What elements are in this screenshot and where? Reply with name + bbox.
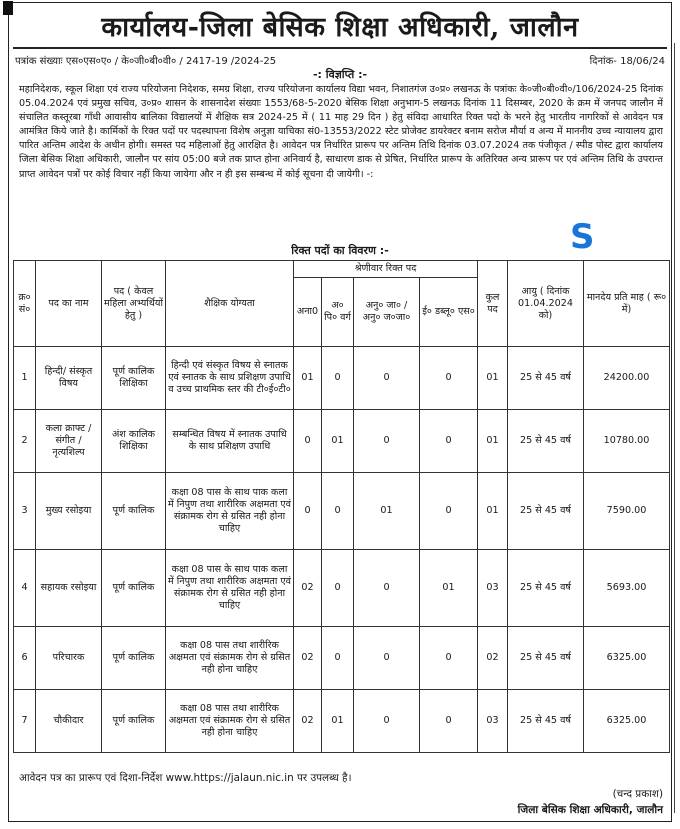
cell-cat-general: 02	[294, 690, 322, 753]
cell-qualification: कक्षा 08 पास के साथ पाक कला में निपुण तथा शारीरिक अक्षमता एवं संक्रामक रोग से ग्रसित नही होना चाहिए	[166, 550, 294, 627]
cell-cat-sc: 0	[322, 550, 354, 627]
cell-cat-ews: 0	[420, 347, 478, 410]
cell-qualification: हिन्दी एवं संस्कृत विषय से स्नातक एवं स्नातक के साथ प्रशिक्षण उपाधि व उच्च प्राथमिक स्तर की टी०ई०टी०	[166, 347, 294, 410]
table-row	[14, 410, 670, 473]
cell-cat-ews: 0	[420, 690, 478, 753]
table-header-row	[14, 261, 670, 278]
cell-qualification: कक्षा 08 पास के साथ पाक कला में निपुण तथा शारीरिक अक्षमता एवं संक्रामक रोग से ग्रसित नही होना चाहिए	[166, 473, 294, 550]
cell-post-type: पूर्ण कालिक	[102, 690, 166, 753]
cell-serial: 6	[14, 627, 36, 690]
cell-cat-ews: 01	[420, 550, 478, 627]
cell-cat-general: 0	[294, 410, 322, 473]
header-cat-general: अना0	[294, 278, 322, 347]
cell-age: 25 से 45 वर्ष	[508, 690, 584, 753]
side-rule	[674, 43, 675, 813]
cell-cat-st: 0	[354, 410, 420, 473]
cell-total: 03	[478, 550, 508, 627]
header-cat-ews: ई० डब्लू० एस०	[420, 278, 478, 347]
cell-honorarium: 5693.00	[584, 550, 670, 627]
cell-cat-general: 01	[294, 347, 322, 410]
table-row	[14, 347, 670, 410]
cell-post-name: परिचारक	[36, 627, 102, 690]
table-row	[14, 473, 670, 550]
cell-cat-st: 0	[354, 347, 420, 410]
cell-post-type: पूर्ण कालिक	[102, 550, 166, 627]
cell-qualification: कक्षा 08 पास तथा शारीरिक अक्षमता एवं संक्रामक रोग से ग्रसित नही होना चाहिए	[166, 627, 294, 690]
cell-age: 25 से 45 वर्ष	[508, 550, 584, 627]
cell-qualification: सम्बन्धित विषय में स्नातक उपाधि के साथ प्रशिक्षण उपाधि	[166, 410, 294, 473]
cell-total: 01	[478, 347, 508, 410]
header-serial: क्र० सं०	[14, 261, 36, 347]
reference-number: पत्रांक संख्याः एस०एस०ए० / के०जी०बी०वी० / 2417-19 /2024-25	[15, 56, 277, 67]
cell-honorarium: 7590.00	[584, 473, 670, 550]
cell-age: 25 से 45 वर्ष	[508, 347, 584, 410]
cell-qualification: कक्षा 08 पास तथा शारीरिक अक्षमता एवं संक्रामक रोग से ग्रसित नही होना चाहिए	[166, 690, 294, 753]
cell-cat-st: 0	[354, 690, 420, 753]
cell-post-type: अंश कालिक शिक्षिका	[102, 410, 166, 473]
cell-total: 01	[478, 473, 508, 550]
cell-cat-sc: 0	[322, 627, 354, 690]
notice-body	[19, 83, 663, 182]
header-category-group: श्रेणीवार रिक्त पद	[294, 261, 478, 278]
vacancy-table	[13, 260, 670, 753]
notice-page	[8, 2, 672, 822]
cell-post-type: पूर्ण कालिक शिक्षिका	[102, 347, 166, 410]
cell-post-name: हिन्दी/ संस्कृत विषय	[36, 347, 102, 410]
cell-honorarium: 10780.00	[584, 410, 670, 473]
cell-post-name: सहायक रसोइया	[36, 550, 102, 627]
notice-paragraph: महानिदेशक, स्कूल शिक्षा एवं राज्य परियोजना निदेशक, समग्र शिक्षा, राज्य परियोजना कार्यालय विद्या भवन, निशातगंज उ०प्र० लखनऊ के पत्रांकः के०जी०बी०वी०/106/2024-25 दिनांक 05.04.2024 एवं प्रमुख सचिव, उ०प्र० शासन के शासनादेश संख्याः 1553/68-5-2020 बेसिक शिक्षा अनुभाग-5 लखनऊ दिनांक 11 दिसम्बर, 2020 के क्रम में जनपद जालौन में संचालित कस्तूरबा गाँधी आवासीय बालिका विद्यालयों में शैक्षिक सत्र 2024-25 में ( 11 माह 29 दिन ) हेतु संविदा आधारित रिक्त पदो के भरने हेतु भारतीय नागरिकों से आवेदन पत्र आमंत्रित किये जाते है। कार्मिकों के रिक्त पदों पर पदस्थापना विशेष अनुज्ञा याचिका सं0-13553/2022 स्टेट प्रोजेक्ट डायरेक्टर बनाम सरोज मौर्या व अन्य में माननीय उच्च न्यायालय द्वारा पारित अन्तिम आदेश के अधीन होगी। समस्त पद महिलाओं हेतु आरक्षित है। आवेदन पत्र निर्धारित प्रारूप पर अन्तिम तिथि दिनांक 03.07.2024 तक पंजीकृत / स्पीड पोस्ट द्वारा कार्यालय जिला बेसिक शिक्षा अधिकारी, जालौन पर सांय 05:00 बजे तक प्राप्त होना अनिवार्य है, साधारण डाक से प्रेषित, निर्धारित प्रारूप के अतिरिक्त अन्य प्रारूप पर एवं अन्तिम तिथि के उपरान्त प्राप्त आवेदन पत्रों पर कोई विचार नहीं किया जायेगा और न ही इस सम्बन्ध में कोई सूचना दी जायेगी। -:	[19, 84, 663, 180]
cell-post-name: चौकीदार	[36, 690, 102, 753]
header-qualification: शैक्षिक योग्यता	[166, 261, 294, 347]
cell-serial: 1	[14, 347, 36, 410]
cell-post-type: पूर्ण कालिक	[102, 473, 166, 550]
header-cat-sc: अ० पि० वर्ग	[322, 278, 354, 347]
cell-cat-sc: 0	[322, 347, 354, 410]
cell-cat-st: 01	[354, 473, 420, 550]
cell-cat-general: 02	[294, 627, 322, 690]
header-post-type: पद ( केवल महिला अभ्यर्थियों हेतु )	[102, 261, 166, 347]
application-form-link[interactable]: आवेदन पत्र का प्रारूप एवं दिशा-निर्देश www.https://jalaun.nic.in पर उपलब्ध है।	[19, 772, 352, 784]
header-age: आयु ( दिनांक 01.04.2024 को)	[508, 261, 584, 347]
cell-age: 25 से 45 वर्ष	[508, 627, 584, 690]
cell-total: 01	[478, 410, 508, 473]
cell-cat-sc: 0	[322, 473, 354, 550]
table-row	[14, 550, 670, 627]
cell-cat-ews: 0	[420, 473, 478, 550]
cell-honorarium: 6325.00	[584, 690, 670, 753]
cell-post-name: कला क्राफ्ट / संगीत / नृत्यशिल्प	[36, 410, 102, 473]
watermark-letter: S	[570, 217, 595, 257]
cell-cat-sc: 01	[322, 690, 354, 753]
cell-cat-general: 0	[294, 473, 322, 550]
cell-serial: 3	[14, 473, 36, 550]
cell-cat-ews: 0	[420, 410, 478, 473]
cell-cat-st: 0	[354, 550, 420, 627]
cell-cat-st: 0	[354, 627, 420, 690]
signer-name: (चन्द प्रकाश)	[612, 788, 663, 800]
signer-office: जिला बेसिक शिक्षा अधिकारी, जालौन	[517, 804, 663, 816]
table-caption: रिक्त पदों का विवरण :-	[291, 244, 389, 257]
cell-post-name: मुख्य रसोइया	[36, 473, 102, 550]
notice-heading: -: विज्ञप्ति :-	[312, 68, 368, 81]
cell-post-type: पूर्ण कालिक	[102, 627, 166, 690]
cell-total: 02	[478, 627, 508, 690]
header-total: कुल पद	[478, 261, 508, 347]
cell-serial: 7	[14, 690, 36, 753]
cell-age: 25 से 45 वर्ष	[508, 410, 584, 473]
cell-cat-ews: 0	[420, 627, 478, 690]
cell-cat-sc: 01	[322, 410, 354, 473]
cell-serial: 4	[14, 550, 36, 627]
cell-cat-general: 02	[294, 550, 322, 627]
notice-date: दिनांक- 18/06/24	[589, 56, 665, 67]
office-title: कार्यालय-जिला बेसिक शिक्षा अधिकारी, जालौन	[101, 12, 579, 43]
cell-serial: 2	[14, 410, 36, 473]
header-cat-st: अनु० जा० / अनु० ज०जा०	[354, 278, 420, 347]
cell-honorarium: 24200.00	[584, 347, 670, 410]
cell-total: 03	[478, 690, 508, 753]
header-honorarium: मानदेय प्रति माह ( रू० में)	[584, 261, 670, 347]
table-row	[14, 690, 670, 753]
header-post-name: पद का नाम	[36, 261, 102, 347]
table-row	[14, 627, 670, 690]
cell-honorarium: 6325.00	[584, 627, 670, 690]
title-divider	[13, 47, 667, 49]
cell-age: 25 से 45 वर्ष	[508, 473, 584, 550]
